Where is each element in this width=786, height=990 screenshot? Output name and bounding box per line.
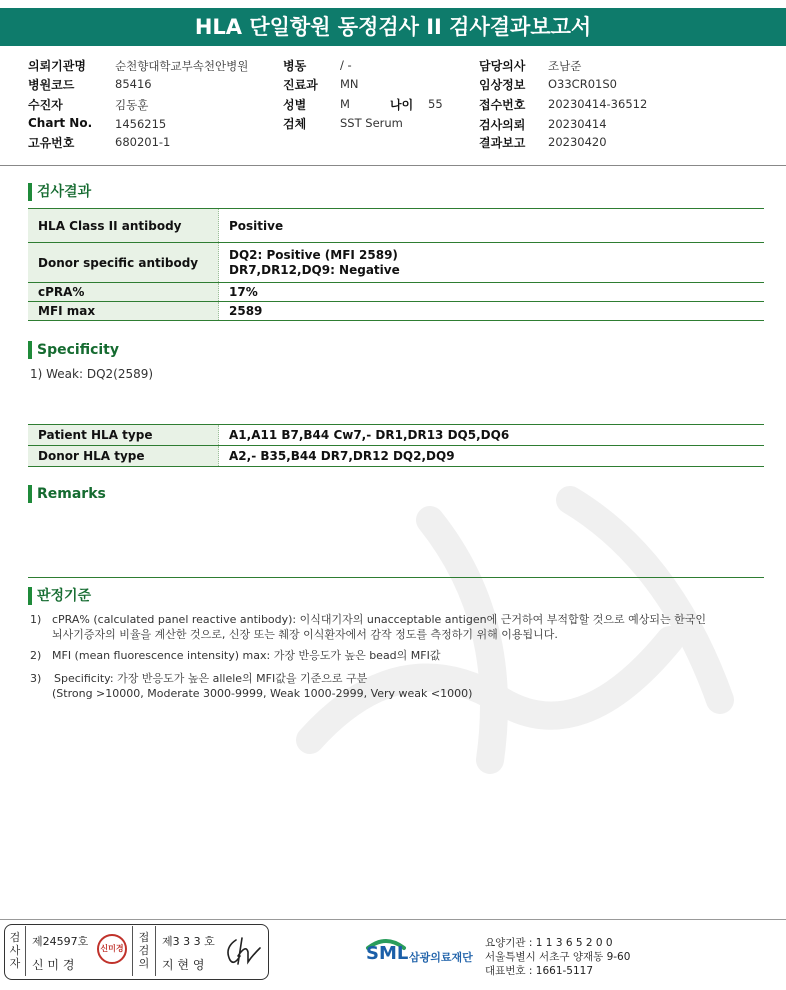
age-value: 55 bbox=[428, 97, 443, 111]
header-value: O33CR01S0 bbox=[548, 77, 617, 91]
address: 서울특별시 서초구 양재동 9-60 bbox=[485, 951, 631, 963]
row-value: Positive bbox=[219, 209, 765, 243]
row-key: Donor specific antibody bbox=[28, 243, 219, 283]
header-label: 성별 bbox=[283, 98, 307, 112]
criteria-divider bbox=[28, 577, 764, 578]
header-label: 접수번호 bbox=[479, 98, 526, 112]
tester-label: 검 사 자 bbox=[9, 931, 21, 970]
reviewer-label: 접 검 의 bbox=[138, 931, 150, 970]
reviewer-name: 지 현 영 bbox=[162, 958, 205, 972]
header-label: 검체 bbox=[283, 117, 307, 131]
header-divider bbox=[0, 165, 786, 166]
header-value: 85416 bbox=[115, 77, 152, 91]
reviewer-license: 제3 3 3 호 bbox=[162, 935, 215, 948]
dsa-negative: DR7,DR12,DQ9: Negative bbox=[229, 262, 400, 277]
header-label: 의뢰기관명 bbox=[28, 59, 86, 73]
header-label: 병동 bbox=[283, 59, 307, 73]
header-value: 순천향대학교부속천안병원 bbox=[115, 59, 249, 73]
row-key: Donor HLA type bbox=[28, 446, 219, 467]
criteria-text: cPRA% (calculated panel reactive antibody): 이식대기자의 unacceptable antigen에 근거하여 부적합할 것으로 예상되는 한국인 bbox=[52, 613, 706, 626]
header-value: 20230414 bbox=[548, 117, 607, 131]
table-row bbox=[28, 283, 764, 302]
criteria-text: MFI (mean fluorescence intensity) max: 가장 반응도가 높은 bead의 MFI값 bbox=[52, 649, 441, 662]
hla-type-table bbox=[28, 424, 764, 467]
table-row bbox=[28, 302, 764, 321]
org-name: 삼광의료재단 bbox=[409, 951, 473, 964]
header-value: 조남준 bbox=[548, 59, 582, 73]
logo-text: SML bbox=[366, 943, 409, 964]
seal-text: 신미경 bbox=[100, 944, 124, 953]
header-value: 20230414-36512 bbox=[548, 97, 648, 111]
criteria-text-2: (Strong >10000, Moderate 3000-9999, Weak 1000-2999, Very weak <1000) bbox=[52, 687, 473, 700]
specificity-item: 1) Weak: DQ2(2589) bbox=[30, 367, 154, 381]
tester-seal bbox=[97, 934, 127, 964]
row-key: MFI max bbox=[28, 302, 219, 321]
header-label: 검사의뢰 bbox=[479, 118, 526, 132]
dsa-positive: DQ2: Positive (MFI 2589) bbox=[229, 247, 398, 262]
header-label: 임상정보 bbox=[479, 78, 526, 92]
header-label: 담당의사 bbox=[479, 59, 526, 73]
remarks-heading: Remarks bbox=[28, 485, 106, 503]
header-value: 김동훈 bbox=[115, 98, 149, 112]
header-label: 수진자 bbox=[28, 98, 63, 112]
header-value: SST Serum bbox=[340, 116, 403, 130]
row-value: 2589 bbox=[219, 302, 765, 321]
criteria-num: 3) bbox=[30, 672, 42, 685]
box-divider bbox=[155, 926, 156, 976]
criteria-num: 2) bbox=[30, 649, 42, 662]
table-row bbox=[28, 425, 764, 446]
phone: 대표번호 : 1661-5117 bbox=[485, 965, 594, 977]
table-row bbox=[28, 209, 764, 243]
header-value: MN bbox=[340, 77, 359, 91]
care-code: 요양기관 : 1 1 3 6 5 2 0 0 bbox=[485, 937, 613, 949]
row-value: A1,A11 B7,B44 Cw7,- DR1,DR13 DQ5,DQ6 bbox=[219, 425, 765, 446]
row-value: 17% bbox=[219, 283, 765, 302]
box-divider bbox=[132, 926, 133, 976]
footer-divider bbox=[0, 919, 786, 920]
criteria-heading: 판정기준 bbox=[28, 587, 91, 605]
header-label: Chart No. bbox=[28, 116, 93, 130]
specificity-heading: Specificity bbox=[28, 341, 119, 359]
results-table bbox=[28, 208, 764, 321]
row-value: A2,- B35,B44 DR7,DR12 DQ2,DQ9 bbox=[219, 446, 765, 467]
header-label: 고유번호 bbox=[28, 136, 75, 150]
criteria-num: 1) bbox=[30, 613, 42, 626]
results-heading: 검사결과 bbox=[28, 183, 91, 201]
criteria-item bbox=[30, 612, 706, 641]
criteria-text: Specificity: 가장 반응도가 높은 allele의 MFI값을 기준으로 구분 bbox=[54, 672, 368, 685]
row-value bbox=[219, 243, 765, 283]
tester-name: 신 미 경 bbox=[32, 958, 75, 972]
header-value: 1456215 bbox=[115, 117, 167, 131]
header-value: 20230420 bbox=[548, 135, 607, 149]
header-value: / - bbox=[340, 58, 352, 72]
header-label: 병원코드 bbox=[28, 78, 75, 92]
table-row bbox=[28, 243, 764, 283]
criteria-item bbox=[30, 671, 473, 700]
table-row bbox=[28, 446, 764, 467]
criteria-item bbox=[30, 648, 441, 663]
signature-icon bbox=[222, 930, 264, 970]
tester-license: 제24597호 bbox=[32, 935, 89, 948]
row-key: HLA Class II antibody bbox=[28, 209, 219, 243]
box-divider bbox=[25, 926, 26, 976]
header-label: 진료과 bbox=[283, 78, 318, 92]
row-key: Patient HLA type bbox=[28, 425, 219, 446]
header-label: 결과보고 bbox=[479, 136, 526, 150]
report-title: HLA 단일항원 동정검사 II 검사결과보고서 bbox=[0, 8, 786, 46]
header-value: M bbox=[340, 97, 350, 111]
row-key: cPRA% bbox=[28, 283, 219, 302]
header-value: 680201-1 bbox=[115, 135, 171, 149]
age-label: 나이 bbox=[390, 98, 414, 112]
criteria-text-2: 뇌사기증자의 비율을 계산한 것으로, 신장 또는 췌장 이식환자에서 감작 정도를 측정하기 위해 이용됩니다. bbox=[52, 628, 558, 641]
